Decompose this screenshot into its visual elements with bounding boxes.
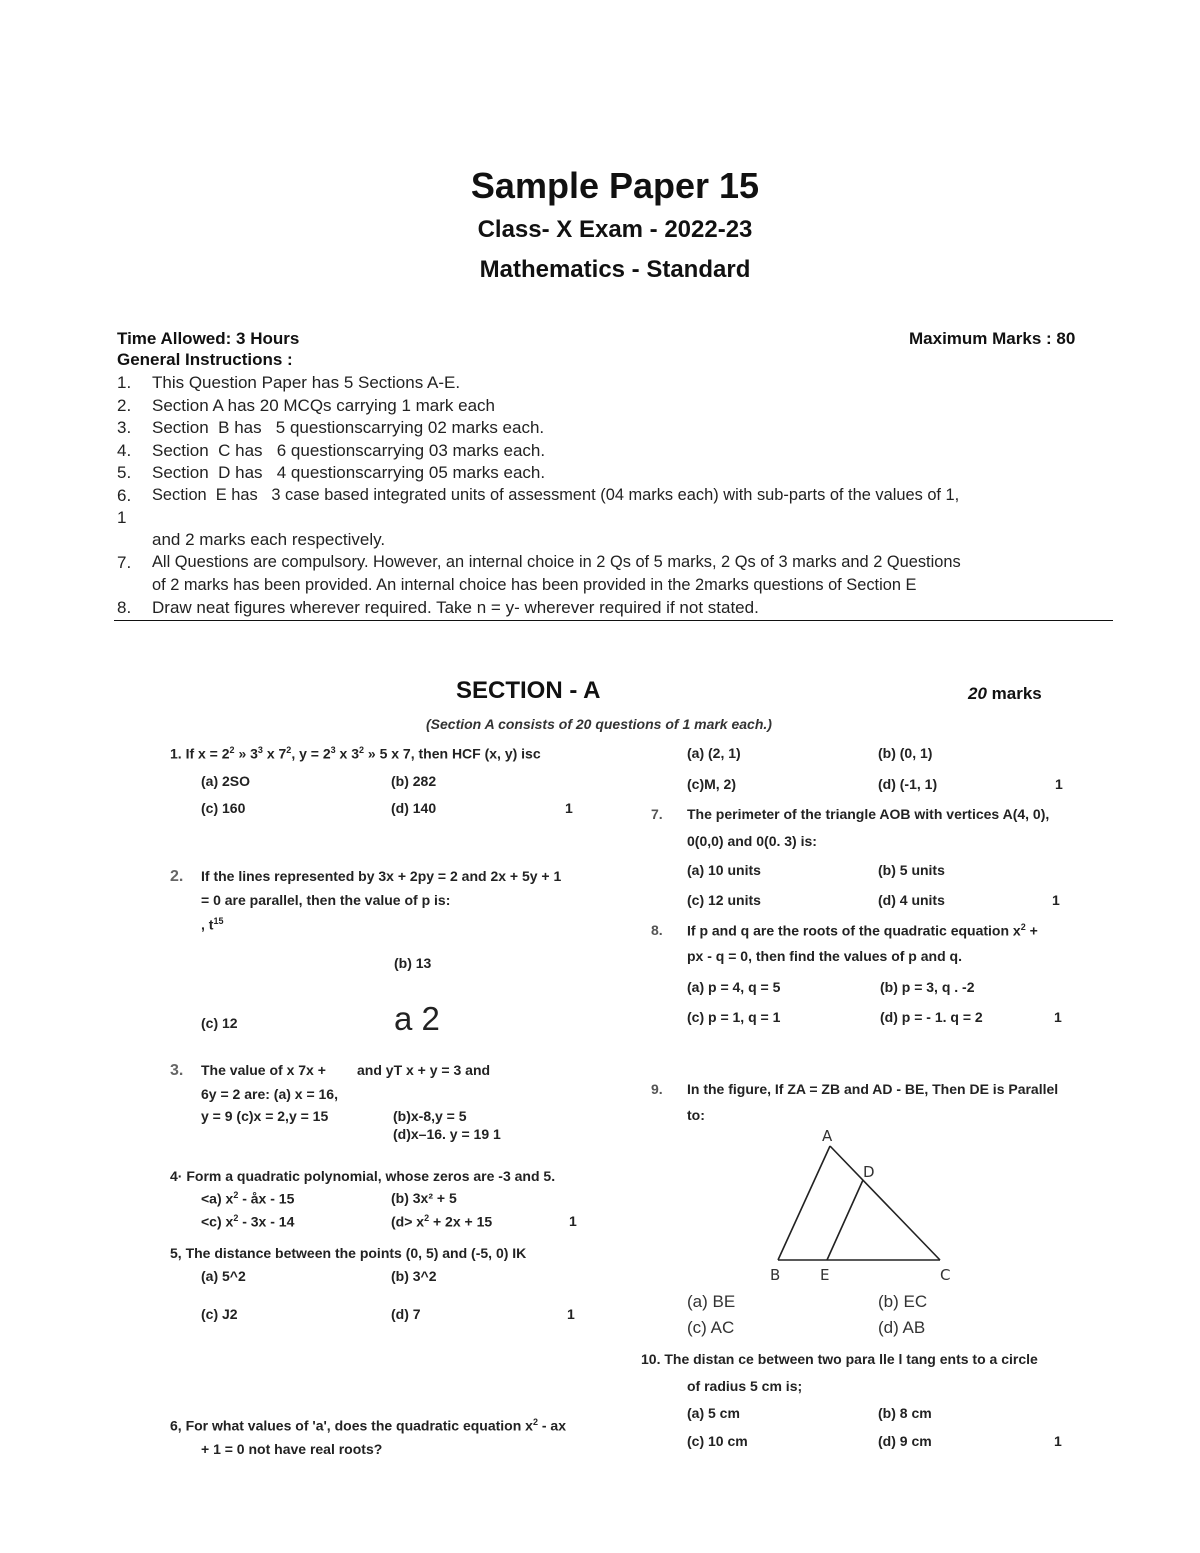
time-allowed: Time Allowed: 3 Hours — [117, 329, 300, 348]
q1-sup: 2 — [229, 745, 235, 755]
option-a: (a) (2, 1) — [687, 745, 741, 761]
question-7-line: 0(0,0) and 0(0. 3) is: — [687, 833, 817, 849]
question-1-text — [170, 745, 541, 762]
option-c: (c) J2 — [201, 1306, 238, 1322]
q1-part: , y = 2 — [291, 745, 331, 762]
option-c: (c) AC — [687, 1318, 735, 1337]
option-b: (b) 5 units — [878, 862, 945, 878]
question-mark: 1 — [1054, 1009, 1062, 1025]
option-c: (c) p = 1, q = 1 — [687, 1009, 781, 1025]
option-c — [201, 1213, 294, 1230]
q1-part: x 3 — [335, 745, 359, 762]
option-d — [391, 1213, 492, 1230]
option-b: (b) 3x² + 5 — [391, 1190, 457, 1206]
q4-part: - 3x - 14 — [238, 1213, 295, 1230]
option-d: (d) 140 — [391, 800, 437, 816]
option-a: (a) 2SO — [201, 773, 251, 789]
q1-sup: 3 — [257, 745, 263, 755]
option-d: (d) 9 cm — [878, 1433, 932, 1449]
option-d: (d) AB — [878, 1318, 926, 1337]
option-b: (b) 8 cm — [878, 1405, 932, 1421]
q1-sup: 2 — [286, 745, 292, 755]
instructions-heading: General Instructions : — [117, 350, 293, 369]
question-mark: 1 — [1052, 892, 1060, 908]
question-mark: 1 — [1054, 1433, 1062, 1449]
option-d: (d) (-1, 1) — [878, 776, 938, 792]
q6-sup: 2 — [532, 1417, 538, 1427]
question-6-line: + 1 = 0 not have real roots? — [201, 1441, 383, 1457]
q2-part: , t — [201, 916, 214, 933]
question-number: 7. — [651, 806, 663, 822]
instruction-text: All Questions are compulsory. However, an internal choice in 2 Qs of 5 marks, 2 Qs of 3 marks and 2 Questions — [152, 553, 961, 571]
q4-part: - åx - 15 — [238, 1190, 295, 1207]
section-marks — [968, 684, 1042, 704]
question-6-text — [170, 1417, 566, 1434]
q8-part: + — [1025, 922, 1038, 939]
q8-part: If p and q are the roots of the quadratic equation x — [687, 922, 1021, 939]
vertex-label-b: B — [770, 1266, 781, 1284]
paper-title: Sample Paper 15 — [470, 165, 760, 206]
instruction-text: of 2 marks has been provided. An internal choice has been provided in the 2marks questions of Section E — [152, 576, 917, 594]
question-mark: 1 — [1055, 776, 1063, 792]
question-8-line — [687, 922, 1038, 939]
instruction-text: Section C has 6 questionscarrying 03 marks each. — [152, 441, 546, 460]
vertex-label-c: C — [940, 1266, 951, 1284]
instruction-text: Section E has 3 case based integrated units of assessment (04 marks each) with sub-parts of the values of 1, — [152, 486, 960, 504]
option-c: (c) 160 — [201, 800, 246, 816]
option-c: (c) 12 — [201, 1015, 238, 1031]
q4-part: + 2x + 15 — [429, 1213, 493, 1230]
option-a: (a) 5^2 — [201, 1268, 246, 1284]
question-mark: 1 — [567, 1306, 575, 1322]
segment-de — [827, 1180, 863, 1260]
question-mark: 1 — [565, 800, 573, 816]
option-d: (d) 7 — [391, 1306, 421, 1322]
option-c: (c) 10 cm — [687, 1433, 748, 1449]
maximum-marks: Maximum Marks : 80 — [909, 329, 1076, 348]
option-b: (b) 13 — [394, 955, 432, 971]
instruction-num: 2. — [117, 396, 132, 415]
q4-sup: 2 — [233, 1213, 239, 1223]
question-number: 8. — [651, 922, 663, 938]
instruction-text: Section D has 4 questionscarrying 05 marks each. — [152, 463, 546, 482]
triangle-figure — [760, 1125, 960, 1285]
question-9-line: In the figure, If ZA = ZB and AD - BE, Then DE is Parallel — [687, 1081, 1059, 1097]
vertex-label-a: A — [822, 1127, 833, 1145]
paper-subject: Mathematics - Standard — [479, 256, 751, 283]
q1-sup: 3 — [330, 745, 336, 755]
option-d: (d) p = - 1. q = 2 — [880, 1009, 983, 1025]
instruction-text: and 2 marks each respectively. — [152, 530, 386, 549]
question-2-line: If the lines represented by 3x + 2py = 2 and 2x + 5y + 1 — [201, 868, 562, 884]
question-2-line: = 0 are parallel, then the value of p is: — [201, 892, 451, 908]
q4-part: <a) x — [201, 1190, 234, 1207]
q4-sup: 2 — [424, 1213, 430, 1223]
section-marks-num: 20 — [968, 684, 987, 703]
instruction-num: 1 — [117, 508, 127, 527]
vertex-label-e: E — [820, 1266, 830, 1284]
q1-part: » 5 x 7, then HCF (x, y) isc — [364, 745, 541, 762]
q1-part: » 3 — [234, 745, 258, 762]
section-subtitle: (Section A consists of 20 questions of 1 mark each.) — [426, 716, 772, 732]
instruction-num: 4. — [117, 441, 132, 460]
q6-part: - ax — [537, 1417, 566, 1434]
instruction-num: 1. — [117, 373, 132, 392]
vertex-label-d: D — [863, 1163, 875, 1181]
option-b: (b) EC — [878, 1292, 928, 1311]
q4-part: <c) x — [201, 1213, 234, 1230]
instruction-num: 6. — [117, 486, 132, 505]
question-10-line: 10. The distan ce between two para lle l tang ents to a circle — [641, 1351, 1038, 1367]
section-title: SECTION - A — [456, 677, 601, 704]
instruction-text: Draw neat figures wherever required. Take n = y- wherever required if not stated. — [152, 598, 759, 617]
option-a: (a) p = 4, q = 5 — [687, 979, 781, 995]
q8-sup: 2 — [1020, 922, 1026, 932]
q4-sup: 2 — [233, 1190, 239, 1200]
question-number: 2. — [170, 868, 184, 885]
option-a — [201, 1190, 294, 1207]
q6-part: 6, For what values of 'a', does the quadratic equation x — [170, 1417, 533, 1434]
option-d-glyph: a 2 — [394, 1000, 440, 1037]
question-10-line: of radius 5 cm is; — [687, 1378, 803, 1394]
option-a: (a) 10 units — [687, 862, 761, 878]
question-4-text: 4· Form a quadratic polynomial, whose zeros are -3 and 5. — [170, 1168, 556, 1184]
q4-part: (d> x — [391, 1213, 425, 1230]
option-b: (b) 3^2 — [391, 1268, 437, 1284]
question-3-line: y = 9 (c)x = 2,y = 15 — [201, 1108, 329, 1124]
instruction-num: 7. — [117, 553, 132, 572]
option-a: (a) 5 cm — [687, 1405, 740, 1421]
option-c: (c)M, 2) — [687, 776, 736, 792]
question-number: 9. — [651, 1081, 663, 1097]
question-3-line: The value of x 7x + — [201, 1062, 326, 1078]
question-7-line: The perimeter of the triangle AOB with vertices A(4, 0), — [687, 806, 1050, 822]
question-number: 3. — [170, 1062, 184, 1079]
instruction-text: Section B has 5 questionscarrying 02 marks each. — [152, 418, 545, 437]
q1-part: 1. If x = 2 — [170, 745, 230, 762]
question-3-line: 6y = 2 are: (a) x = 16, — [201, 1086, 338, 1102]
header-divider — [114, 620, 1113, 621]
question-mark: 1 — [569, 1213, 577, 1229]
question-5-text: 5, The distance between the points (0, 5) and (-5, 0) IK — [170, 1245, 527, 1261]
instruction-text: This Question Paper has 5 Sections A-E. — [152, 373, 461, 392]
option-b: (b)x-8,y = 5 — [393, 1108, 467, 1124]
instruction-num: 5. — [117, 463, 132, 482]
option-c: (c) 12 units — [687, 892, 761, 908]
question-2-line — [201, 916, 223, 933]
option-b: (b) p = 3, q . -2 — [880, 979, 975, 995]
option-d: (d) 4 units — [878, 892, 945, 908]
instruction-text: Section A has 20 MCQs carrying 1 mark each — [152, 396, 495, 415]
question-9-line: to: — [687, 1107, 705, 1123]
option-b: (b) 282 — [391, 773, 437, 789]
question-3-line: and yT x + y = 3 and — [357, 1062, 491, 1078]
side-ab — [778, 1146, 830, 1260]
instruction-num: 3. — [117, 418, 132, 437]
side-ac — [830, 1146, 940, 1260]
q2-sup: 15 — [213, 916, 224, 926]
q1-sup: 2 — [359, 745, 365, 755]
paper-subtitle: Class- X Exam - 2022-23 — [477, 216, 753, 243]
option-a: (a) BE — [687, 1292, 736, 1311]
option-b: (b) (0, 1) — [878, 745, 933, 761]
q1-part: x 7 — [262, 745, 287, 762]
question-8-line: px - q = 0, then find the values of p and q. — [687, 948, 962, 964]
section-marks-label: marks — [991, 684, 1042, 703]
option-d: (d)x–16. y = 19 1 — [393, 1126, 501, 1142]
instruction-num: 8. — [117, 598, 132, 617]
